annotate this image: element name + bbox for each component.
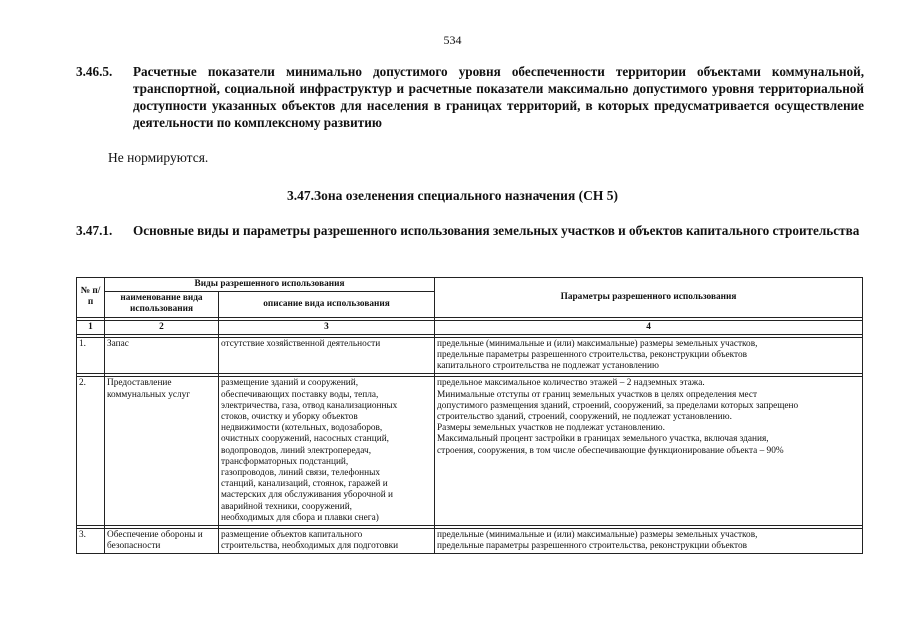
not-regulated-note: Не нормируются.: [108, 150, 209, 165]
section-title: Основные виды и параметры разрешенного использования земельных участков и объектов капитального строительства: [133, 223, 860, 238]
section-3-46-5: [76, 63, 864, 133]
use-description: отсутствие хозяйственной деятельности: [219, 337, 435, 374]
use-name: Предоставление коммунальных услуг: [105, 377, 219, 526]
permitted-use-table: [76, 277, 863, 554]
use-params: предельные (минимальные и (или) максимальные) размеры земельных участков, предельные параметры разрешенного строительства, реконструкции объектов капитального строительства не подлежат установлению: [435, 337, 863, 374]
table-row: [77, 337, 863, 374]
header-num: № п/п: [77, 278, 105, 318]
page-number: 534: [443, 33, 462, 47]
use-name: Запас: [105, 337, 219, 374]
column-index-row: [77, 320, 863, 334]
header-types-group: Виды разрешенного использования: [105, 278, 435, 292]
row-number: 1.: [77, 337, 105, 374]
use-params: предельные (минимальные и (или) максимальные) размеры земельных участков, предельные параметры разрешенного строительства, реконструкции объектов: [435, 529, 863, 554]
use-name: Обеспечение обороны и безопасности: [105, 529, 219, 554]
index-cell: 3: [219, 320, 435, 334]
permitted-use-table-wrap: [76, 277, 864, 554]
section-3-47-1: [76, 222, 864, 258]
table-row: [77, 377, 863, 526]
use-description: размещение зданий и сооружений, обеспечивающих поставку воды, тепла, электричества, газа, отвод канализационных стоков, очистку и уборку объектов недвижимости (котельных, водозаборов, очистных сооружений, насосных станций, водопроводов, линий электропередач, трансформаторных подстанций, газопроводов, линий связи, телефонных станций, канализаций, стоянок, гаражей и мастерских для обслуживания уборочной и аварийной техники, сооружений, необходимых для сбора и плавки снега): [219, 377, 435, 526]
section-title: Расчетные показатели минимально допустимого уровня обеспеченности территории объектами коммунальной, транспортной, социальной инфраструктур и расчетные показатели максимально допустимого уровня территориальной доступности указанных объектов для населения в границах территорий, в которых предусматривается осуществление деятельности по комплексному развитию: [133, 64, 864, 130]
use-description: размещение объектов капитального строительства, необходимых для подготовки: [219, 529, 435, 554]
header-name: наименование вида использования: [105, 292, 219, 317]
index-cell: 1: [77, 320, 105, 334]
use-params: предельное максимальное количество этажей – 2 надземных этажа. Минимальные отступы от границ земельных участков в целях определения мест допустимого размещения зданий, строений, сооружений, за пределами которых запрещено строительство зданий, строений, сооружений, не подлежат установлению. Размеры земельных участков не подлежат установлению. Максимальный процент застройки в границах земельного участка, включая здания, строения, сооружения, в том числе обеспечивающие функционирование объекта – 90%: [435, 377, 863, 526]
section-number: 3.47.1.: [76, 223, 113, 238]
section-number: 3.46.5.: [76, 64, 113, 79]
zone-heading: 3.47.Зона озеленения специального назначения (СН 5): [286, 188, 618, 203]
index-cell: 4: [435, 320, 863, 334]
header-params: Параметры разрешенного использования: [435, 278, 863, 318]
table-row: [77, 529, 863, 554]
header-description: описание вида использования: [219, 292, 435, 317]
row-number: 2.: [77, 377, 105, 526]
row-number: 3.: [77, 529, 105, 554]
index-cell: 2: [105, 320, 219, 334]
